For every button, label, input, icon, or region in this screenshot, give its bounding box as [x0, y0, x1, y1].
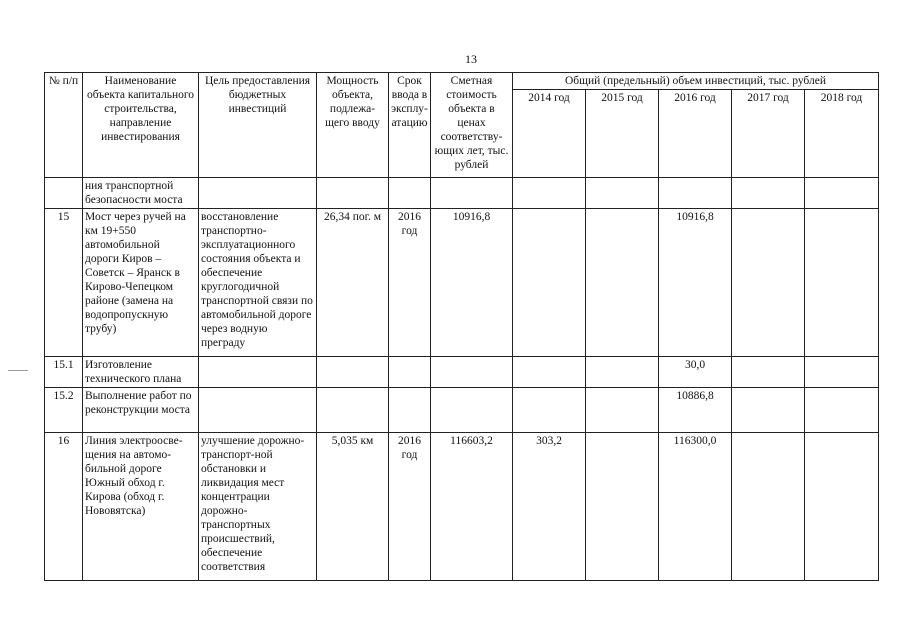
row-2018 [805, 178, 879, 209]
row-name: Выполнение работ по реконструкции моста [83, 388, 199, 433]
row-2016: 10886,8 [659, 388, 732, 433]
header-year-2017: 2017 год [732, 90, 805, 178]
row-term [389, 388, 431, 433]
row-num: 15 [45, 209, 83, 357]
header-investment-group: Общий (предельный) объем инвестиций, тыс. рублей [513, 73, 879, 90]
row-name: Линия электроосве-щения на автомо-бильной дороге Южный обход г. Кирова (обход г. Нововятска) [83, 433, 199, 581]
row-2017 [732, 357, 805, 388]
row-2015 [586, 209, 659, 357]
row-num: 15.1 [45, 357, 83, 388]
row-2014: 303,2 [513, 433, 586, 581]
table-row [45, 209, 879, 357]
row-name: Изготовление технического плана [83, 357, 199, 388]
row-2018 [805, 357, 879, 388]
row-capacity [317, 388, 389, 433]
row-name: Мост через ручей на км 19+550 автомобильной дороги Киров – Советск – Яранск в Кирово-Чепецком районе (замена на водопропускную трубу) [83, 209, 199, 357]
table-row [45, 178, 879, 209]
row-cost [431, 357, 513, 388]
row-2018 [805, 433, 879, 581]
row-cost: 10916,8 [431, 209, 513, 357]
row-cost: 116603,2 [431, 433, 513, 581]
row-2017 [732, 433, 805, 581]
row-2016: 30,0 [659, 357, 732, 388]
row-2017 [732, 209, 805, 357]
header-num: № п/п [45, 73, 83, 178]
row-2018 [805, 388, 879, 433]
header-year-2014: 2014 год [513, 90, 586, 178]
row-2014 [513, 388, 586, 433]
row-2015 [586, 433, 659, 581]
row-name: ния транспортной безопасности моста [83, 178, 199, 209]
header-cost: Сметная стоимость объекта в ценах соответству-ющих лет, тыс. рублей [431, 73, 513, 178]
header-term: Срок ввода в эксплу-атацию [389, 73, 431, 178]
row-capacity: 5,035 км [317, 433, 389, 581]
row-2014 [513, 357, 586, 388]
header-row-1 [45, 73, 879, 90]
row-cost [431, 388, 513, 433]
row-goal [199, 388, 317, 433]
row-goal [199, 178, 317, 209]
header-name: Наименование объекта капитального строительства, направление инвестирования [83, 73, 199, 178]
header-year-2018: 2018 год [805, 90, 879, 178]
row-goal [199, 357, 317, 388]
header-year-2015: 2015 год [586, 90, 659, 178]
row-capacity [317, 357, 389, 388]
page-number: 13 [465, 52, 477, 66]
row-capacity [317, 178, 389, 209]
row-capacity: 26,34 пог. м [317, 209, 389, 357]
row-2016: 116300,0 [659, 433, 732, 581]
table-row [45, 357, 879, 388]
row-2017 [732, 388, 805, 433]
row-term: 2016 год [389, 433, 431, 581]
row-2015 [586, 178, 659, 209]
row-term: 2016 год [389, 209, 431, 357]
margin-mark [8, 370, 28, 371]
header-goal: Цель предоставления бюджетных инвестиций [199, 73, 317, 178]
row-goal: восстановление транспортно-эксплуатационного состояния объекта и обеспечение круглогодичной транспортной связи по автомобильной дороге через водную преграду [199, 209, 317, 357]
row-cost [431, 178, 513, 209]
row-num: 15.2 [45, 388, 83, 433]
row-term [389, 178, 431, 209]
table-row [45, 388, 879, 433]
row-2015 [586, 357, 659, 388]
row-2016 [659, 178, 732, 209]
row-2014 [513, 209, 586, 357]
row-2014 [513, 178, 586, 209]
row-goal: улучшение дорожно-транспорт-ной обстановки и ликвидация мест концентрации дорожно-транспортных происшествий, обеспечение соответствия [199, 433, 317, 581]
row-num: 16 [45, 433, 83, 581]
row-2016: 10916,8 [659, 209, 732, 357]
header-capacity: Мощность объекта, подлежа-щего вводу [317, 73, 389, 178]
row-2017 [732, 178, 805, 209]
row-2015 [586, 388, 659, 433]
row-2018 [805, 209, 879, 357]
table-row [45, 433, 879, 581]
investment-table [44, 72, 879, 581]
row-term [389, 357, 431, 388]
row-num [45, 178, 83, 209]
header-year-2016: 2016 год [659, 90, 732, 178]
